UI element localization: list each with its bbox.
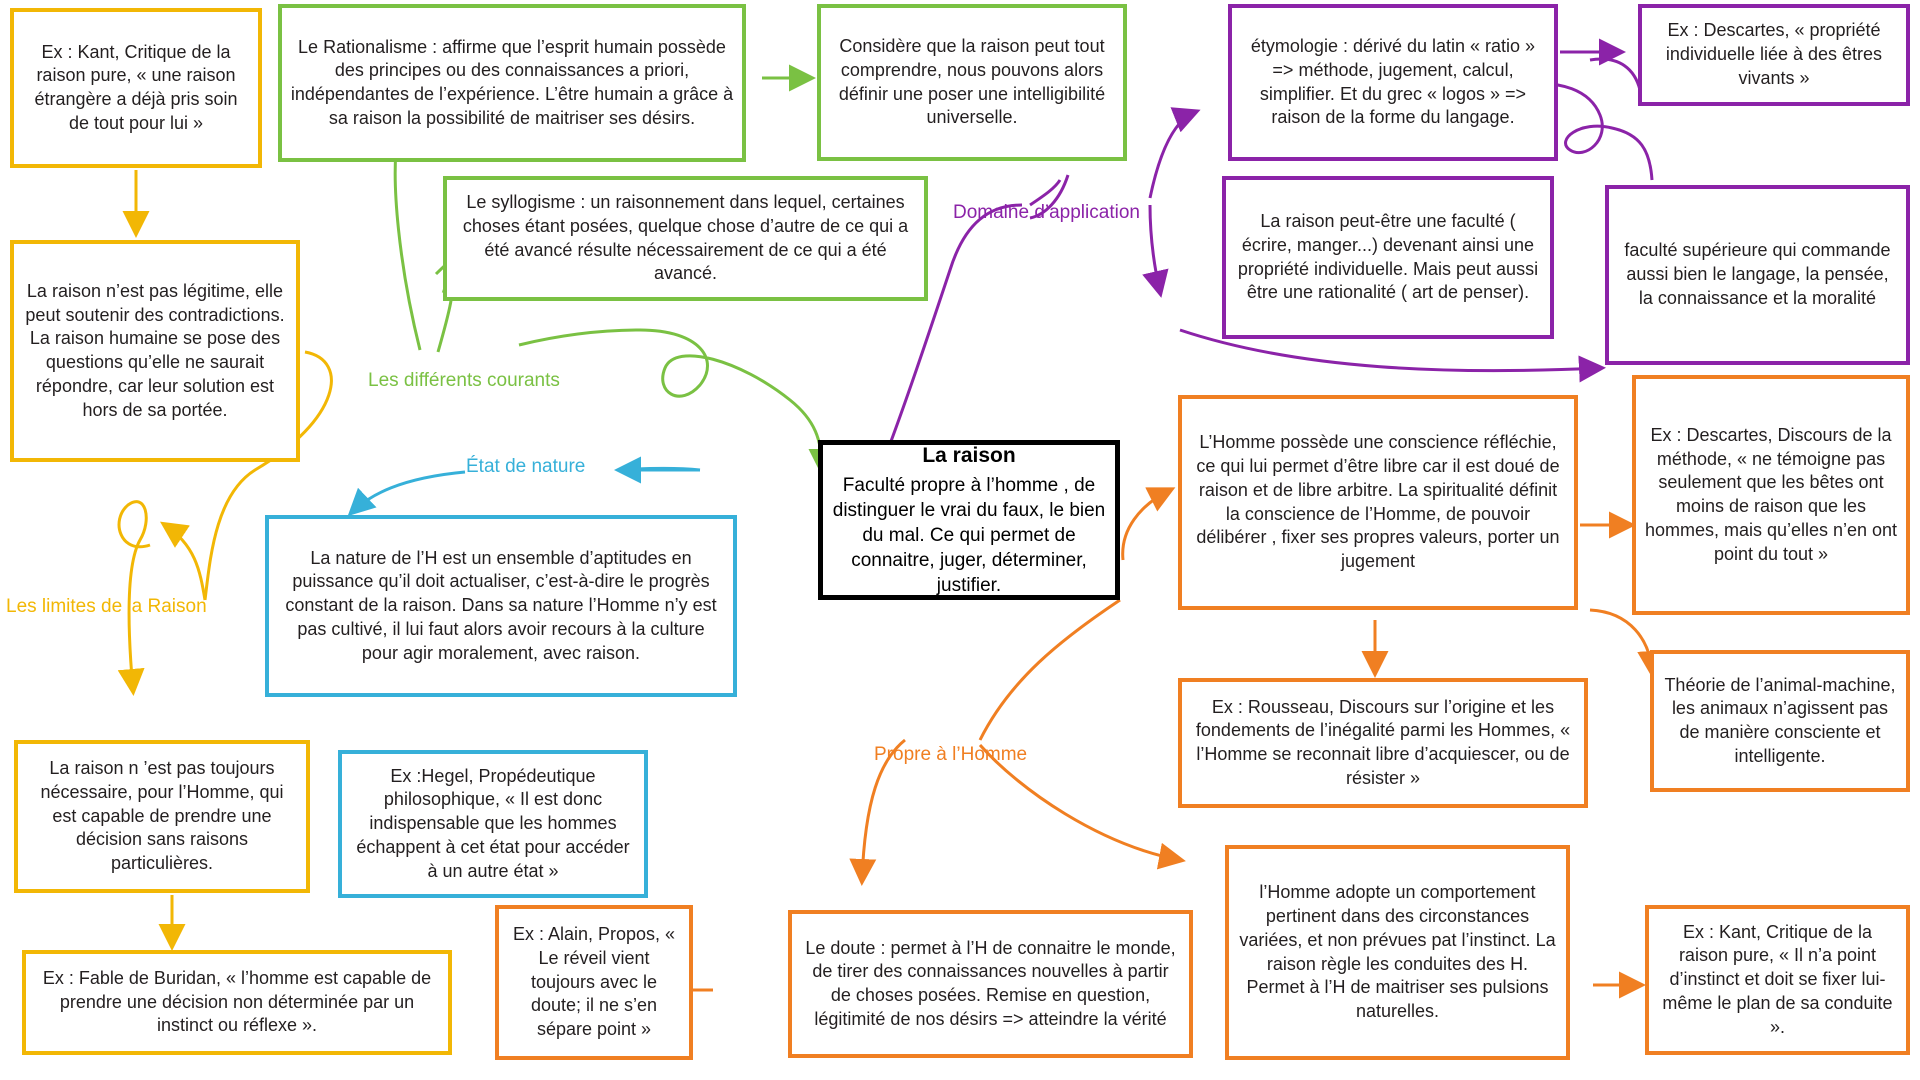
node-text: La nature de l’H est un ensemble d’aptitudes en puissance qu’il doit actualiser, c’est-à-dire le progrès constant de la raison. Dans sa nature l’Homme n’y est pas cultivé, il lui faut alors avoir recours à la culture pour agir moralement, avec raison. <box>285 547 717 663</box>
branch-label-domaine: Domaine d’application <box>953 202 1140 223</box>
node-hegel-propedeutique[interactable] <box>338 750 648 898</box>
node-text: La raison peut-être une faculté ( écrire, manger...) devenant ainsi une propriété individuelle. Mais peut aussi être une rationalité ( art de penser). <box>1237 211 1539 303</box>
node-text: Ex : Descartes, « propriété individuelle liée à des êtres vivants » <box>1665 20 1883 88</box>
node-text: L’Homme possède une conscience réfléchie, ce qui lui permet d’être libre car il est doué de raison et de libre arbitre. La spiritualité définit la conscience de l’Homme, de pouvoir délibérer , fixer ses propres valeurs, porter un jugement <box>1196 432 1560 571</box>
center-body: Faculté propre à l’homme , de distinguer le vrai du faux, le bien du mal. Ce qui permet de connaitre, juger, déterminer, justifier. <box>832 474 1106 596</box>
node-descartes-propriete[interactable] <box>1638 4 1910 106</box>
node-text: Ex : Kant, Critique de la raison pure, « une raison étrangère a déjà pris soin de tout pour lui » <box>34 41 238 133</box>
node-text: Le doute : permet à l’H de connaitre le monde, de tirer des connaissances nouvelles à partir de choses posées. Remise en question, légitimité de nos désirs => atteindre la vérité <box>805 937 1176 1029</box>
center-title: La raison <box>922 443 1016 467</box>
node-descartes-discours-methode[interactable] <box>1632 375 1910 615</box>
node-kant-critique-raison-pure[interactable] <box>10 8 262 168</box>
node-text: Théorie de l’animal-machine, les animaux n’agissent pas de manière consciente et intelligente. <box>1664 674 1896 766</box>
branch-label-etat-de-nature: État de nature <box>466 456 586 477</box>
node-raison-pas-necessaire[interactable] <box>14 740 310 893</box>
node-faculte-superieure[interactable] <box>1605 185 1910 365</box>
node-text: Ex : Fable de Buridan, « l’homme est capable de prendre une décision non déterminée par un instinct ou réflexe ». <box>42 967 432 1036</box>
node-nature-homme-aptitudes[interactable] <box>265 515 737 697</box>
node-etymologie[interactable] <box>1228 4 1558 161</box>
node-text: étymologie : dérivé du latin « ratio » => méthode, jugement, calcul, simplifier. Et du grec « logos » => raison de la forme du langage. <box>1250 36 1536 128</box>
node-kant-point-instinct[interactable] <box>1645 905 1910 1055</box>
node-text: l’Homme adopte un comportement pertinent dans des circonstances variées, et non prévues pat l’instinct. La raison règle les conduites des H. Permet à l’H de maitriser ses pulsions naturelles. <box>1239 882 1556 1021</box>
node-syllogisme[interactable] <box>443 176 928 301</box>
node-raison-non-legitime[interactable] <box>10 240 300 462</box>
node-homme-comportement-pertinent[interactable] <box>1225 845 1570 1060</box>
branch-label-limites: Les limites de la Raison <box>6 596 207 617</box>
node-le-doute[interactable] <box>788 910 1193 1058</box>
branch-label-courants: Les différents courants <box>368 370 560 391</box>
node-text: Le Rationalisme : affirme que l’esprit humain possède des principes ou des connaissances a priori, indépendantes de l’expérience. L’être humain a grâce à sa raison la possibilité de maitriser ses désirs. <box>290 36 734 128</box>
node-raison-faculte[interactable] <box>1222 176 1554 339</box>
node-text: Ex :Hegel, Propédeutique philosophique, « Il est donc indispensable que les hommes échappent à cet état pour accéder à un autre état » <box>356 765 630 881</box>
node-conscience-reflechie[interactable] <box>1178 395 1578 610</box>
node-text: Ex : Descartes, Discours de la méthode, « ne témoigne pas seulement que les bêtes ont moins de raison que les hommes, mais qu’elles n’en ont point du tout » <box>1644 424 1898 564</box>
node-rousseau-discours-inegalite[interactable] <box>1178 678 1588 808</box>
node-text: Le syllogisme : un raisonnement dans lequel, certaines choses étant posées, quelque chose d’autre de ce qui a été avancé résulte nécessairement de ce qui a été avancé. <box>462 192 909 284</box>
node-text: Considère que la raison peut tout comprendre, nous pouvons alors définir une poser une intelligibilité universelle. <box>838 36 1106 128</box>
node-rationalisme[interactable] <box>278 4 746 162</box>
node-text: La raison n’est pas légitime, elle peut soutenir des contradictions. La raison humaine se pose des questions qu’elle ne saurait répondre, car leur solution est hors de sa portée. <box>25 280 285 420</box>
branch-label-propre-homme: Propre à l’Homme <box>874 744 1028 765</box>
node-fable-buridan[interactable] <box>22 950 452 1055</box>
node-text: La raison n ’est pas toujours nécessaire, pour l’Homme, qui est capable de prendre une décision sans raisons particulières. <box>40 758 284 874</box>
node-text: Ex : Rousseau, Discours sur l’origine et les fondements de l’inégalité parmi les Hommes, « l’Homme se reconnait libre d’acquiescer, ou de résister » <box>1195 696 1571 788</box>
node-text: Ex : Kant, Critique de la raison pure, « Il n’a point d’instinct et doit se fixer lui-même le plan de sa conduite ». <box>1662 921 1893 1037</box>
node-text: Ex : Alain, Propos, « Le réveil vient toujours avec le doute; il ne s’en sépare point » <box>512 924 676 1040</box>
node-center-la-raison[interactable] <box>818 440 1120 600</box>
node-theorie-animal-machine[interactable] <box>1650 650 1910 792</box>
node-text: faculté supérieure qui commande aussi bien le langage, la pensée, la connaissance et la moralité <box>1624 240 1891 308</box>
node-raison-tout-comprendre[interactable] <box>817 4 1127 161</box>
node-alain-propos[interactable] <box>495 905 693 1060</box>
